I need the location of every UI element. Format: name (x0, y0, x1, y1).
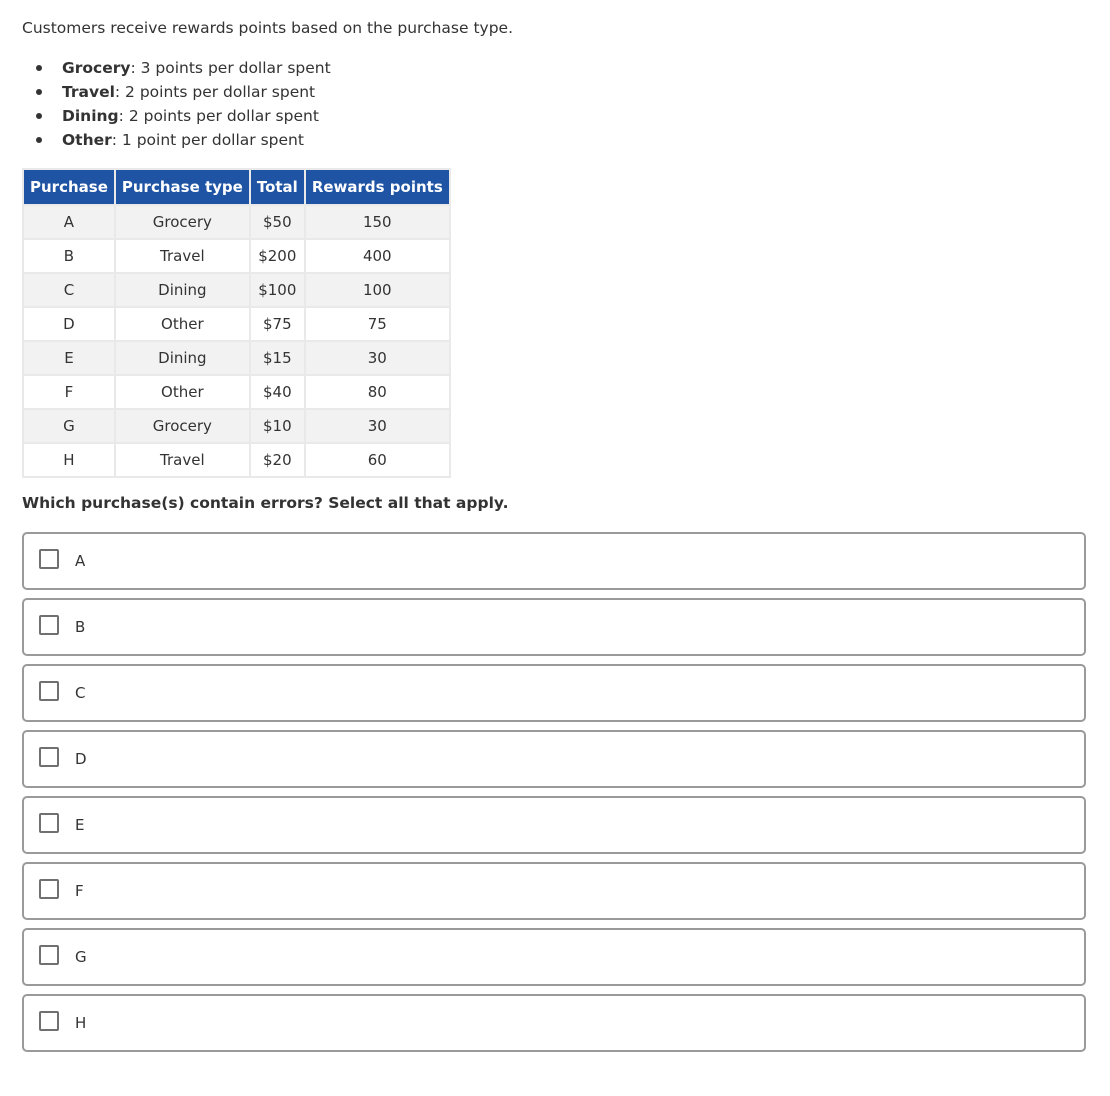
cell-rewards-points: 400 (305, 239, 450, 273)
intro-text: Customers receive rewards points based on the purchase type. (22, 19, 514, 37)
option-d[interactable] (22, 730, 1086, 788)
column-header-purchase-type: Purchase type (115, 169, 250, 205)
cell-total: $15 (250, 341, 305, 375)
cell-rewards-points: 30 (305, 409, 450, 443)
purchases-table (22, 168, 451, 478)
option-label: H (75, 1014, 87, 1032)
rule-type: Travel (62, 83, 115, 101)
bullet-icon (36, 65, 42, 71)
option-label: C (75, 684, 86, 702)
cell-total: $75 (250, 307, 305, 341)
cell-total: $50 (250, 205, 305, 239)
option-label: D (75, 750, 87, 768)
cell-purchase-type: Other (115, 375, 250, 409)
option-e[interactable] (22, 796, 1086, 854)
option-a[interactable] (22, 532, 1086, 590)
rule-type: Grocery (62, 59, 131, 77)
bullet-icon (36, 137, 42, 143)
cell-total: $40 (250, 375, 305, 409)
rule-text: : 2 points per dollar spent (118, 107, 319, 125)
bullet-icon (36, 89, 42, 95)
cell-purchase-type: Travel (115, 443, 250, 477)
checkbox-icon[interactable] (39, 549, 59, 569)
table-row (23, 409, 450, 443)
rule-text: : 3 points per dollar spent (130, 59, 331, 77)
option-label: A (75, 552, 86, 570)
cell-rewards-points: 100 (305, 273, 450, 307)
cell-total: $10 (250, 409, 305, 443)
cell-purchase: F (23, 375, 115, 409)
bullet-icon (36, 113, 42, 119)
cell-rewards-points: 30 (305, 341, 450, 375)
cell-purchase-type: Dining (115, 273, 250, 307)
table-row (23, 375, 450, 409)
cell-total: $100 (250, 273, 305, 307)
cell-total: $20 (250, 443, 305, 477)
checkbox-icon[interactable] (39, 1011, 59, 1031)
cell-purchase-type: Grocery (115, 409, 250, 443)
column-header-purchase: Purchase (23, 169, 115, 205)
checkbox-icon[interactable] (39, 879, 59, 899)
table-row (23, 341, 450, 375)
option-f[interactable] (22, 862, 1086, 920)
cell-rewards-points: 75 (305, 307, 450, 341)
cell-purchase: H (23, 443, 115, 477)
rule-text: : 1 point per dollar spent (111, 131, 304, 149)
option-label: F (75, 882, 84, 900)
cell-purchase: D (23, 307, 115, 341)
option-g[interactable] (22, 928, 1086, 986)
table-row (23, 273, 450, 307)
cell-rewards-points: 60 (305, 443, 450, 477)
rule-type: Other (62, 131, 112, 149)
table-row (23, 443, 450, 477)
answer-options (22, 532, 1086, 1060)
cell-purchase-type: Other (115, 307, 250, 341)
cell-total: $200 (250, 239, 305, 273)
option-label: G (75, 948, 87, 966)
rule-type: Dining (62, 107, 119, 125)
cell-purchase: G (23, 409, 115, 443)
option-label: B (75, 618, 86, 636)
checkbox-icon[interactable] (39, 615, 59, 635)
rewards-rules-list (22, 57, 331, 153)
table-row (23, 307, 450, 341)
checkbox-icon[interactable] (39, 747, 59, 767)
cell-purchase-type: Dining (115, 341, 250, 375)
cell-rewards-points: 80 (305, 375, 450, 409)
checkbox-icon[interactable] (39, 945, 59, 965)
table-row (23, 239, 450, 273)
rule-item (22, 129, 331, 153)
option-label: E (75, 816, 85, 834)
checkbox-icon[interactable] (39, 681, 59, 701)
option-c[interactable] (22, 664, 1086, 722)
cell-purchase: B (23, 239, 115, 273)
cell-rewards-points: 150 (305, 205, 450, 239)
rule-item (22, 81, 331, 105)
cell-purchase-type: Travel (115, 239, 250, 273)
rule-item (22, 105, 331, 129)
cell-purchase: C (23, 273, 115, 307)
table-row (23, 205, 450, 239)
option-h[interactable] (22, 994, 1086, 1052)
cell-purchase: A (23, 205, 115, 239)
rule-text: : 2 points per dollar spent (114, 83, 316, 101)
table-header-row (23, 169, 450, 205)
option-b[interactable] (22, 598, 1086, 656)
cell-purchase: E (23, 341, 115, 375)
cell-purchase-type: Grocery (115, 205, 250, 239)
rule-item (22, 57, 331, 81)
checkbox-icon[interactable] (39, 813, 59, 833)
column-header-rewards-points: Rewards points (305, 169, 450, 205)
column-header-total: Total (250, 169, 305, 205)
question-prompt: Which purchase(s) contain errors? Select all that apply. (22, 494, 509, 512)
